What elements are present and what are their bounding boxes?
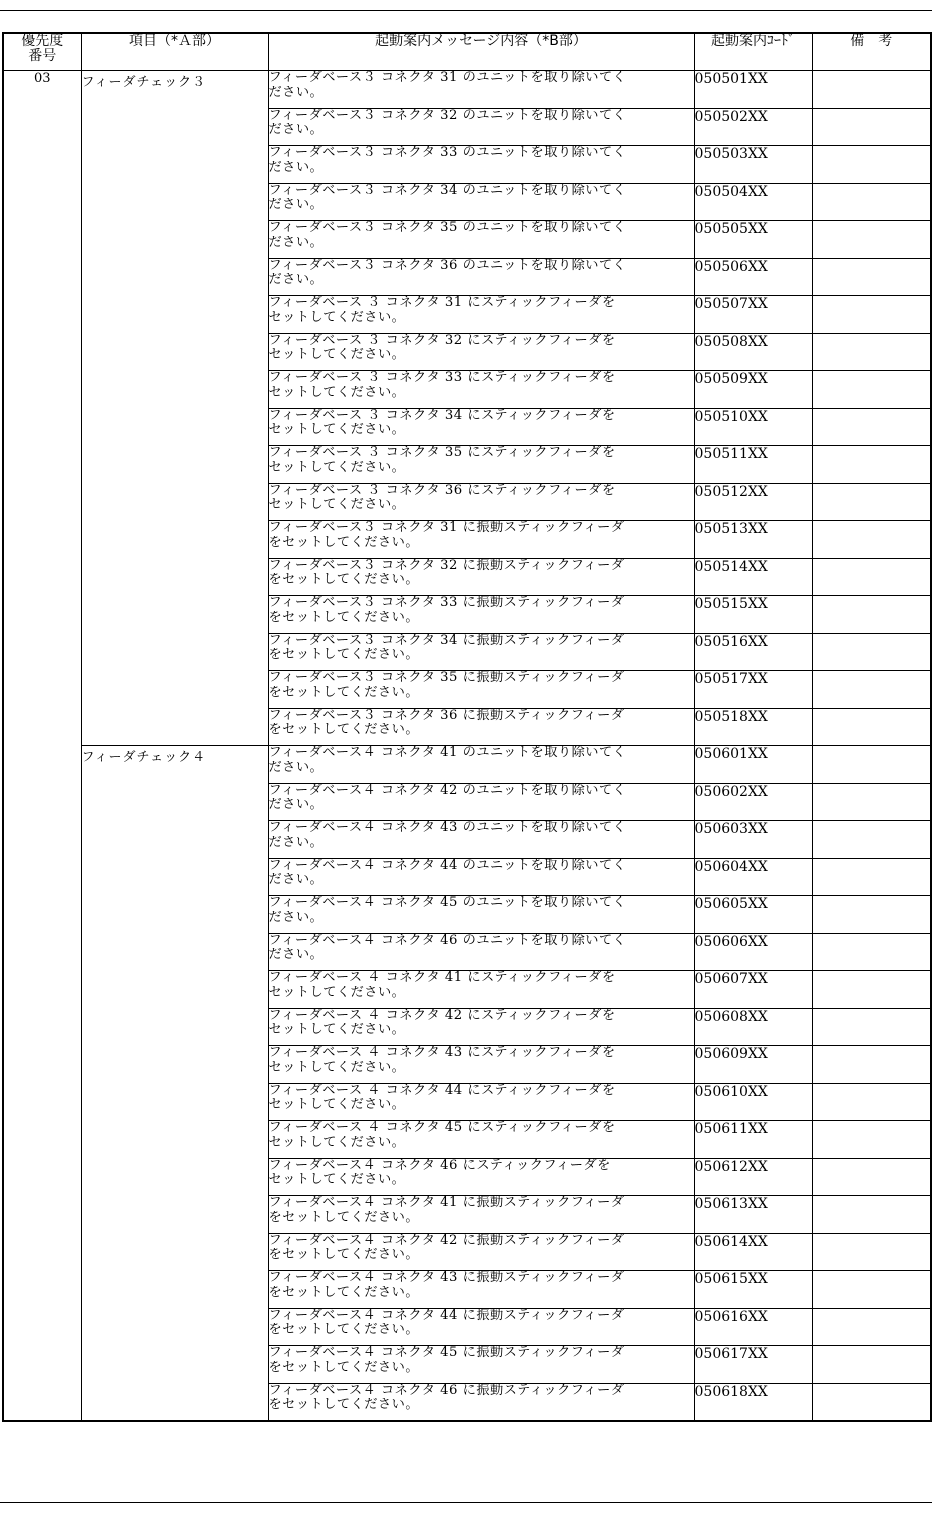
message-line-2: をセットしてください。 (268, 723, 420, 737)
message-line-2: セットしてください。 (268, 498, 406, 512)
message-line-1: フィーダベース３ コネクタ 34 に振動スティックフィーダ (268, 633, 625, 648)
note-cell (812, 933, 931, 971)
message-cell (268, 746, 694, 784)
guide-code: 050612XX (694, 1158, 812, 1196)
note-cell (812, 858, 931, 896)
message-line-2: ださい。 (268, 835, 324, 850)
message-line-2: ださい。 (268, 160, 324, 175)
guide-code: 050510XX (694, 408, 812, 446)
guide-code: 050505XX (694, 221, 812, 259)
message-cell (268, 858, 694, 896)
message-line-2: をセットしてください。 (268, 1398, 420, 1412)
guide-code: 050517XX (694, 671, 812, 709)
message-line-1: フィーダベース４ コネクタ 46 に振動スティックフィーダ (268, 1383, 625, 1398)
guide-code: 050514XX (694, 558, 812, 596)
message-line-1: フィーダベース３ コネクタ 31 のユニットを取り除いてく (268, 71, 627, 85)
message-line-1: フィーダベース ３ コネクタ 34 にスティックフィーダを (268, 408, 616, 423)
message-cell (268, 258, 694, 296)
note-cell (812, 296, 931, 334)
note-cell (812, 221, 931, 259)
message-line-2: をセットしてください。 (268, 1210, 420, 1225)
message-line-1: フィーダベース４ コネクタ 44 のユニットを取り除いてく (268, 858, 627, 873)
guide-code: 050503XX (694, 146, 812, 184)
note-cell (812, 1196, 931, 1234)
message-line-2: ださい。 (268, 910, 324, 925)
message-line-2: セットしてください。 (268, 423, 406, 437)
message-line-2: セットしてください。 (268, 1060, 406, 1075)
message-line-2: ださい。 (268, 760, 324, 775)
message-line-1: フィーダベース ３ コネクタ 33 にスティックフィーダを (268, 371, 616, 385)
message-line-1: フィーダベース ４ コネクタ 41 にスティックフィーダを (268, 971, 616, 985)
message-line-1: フィーダベース３ コネクタ 35 のユニットを取り除いてく (268, 221, 627, 235)
message-line-1: フィーダベース４ コネクタ 45 のユニットを取り除いてく (268, 896, 627, 910)
header-row (3, 33, 931, 71)
header-note: 備 考 (812, 33, 931, 71)
guide-code: 050509XX (694, 371, 812, 409)
note-cell (812, 596, 931, 634)
message-line-2: ださい。 (268, 873, 324, 887)
note-cell (812, 333, 931, 371)
message-line-1: フィーダベース ３ コネクタ 36 にスティックフィーダを (268, 483, 616, 498)
message-cell (268, 1046, 694, 1084)
note-cell (812, 146, 931, 184)
guide-code: 050614XX (694, 1233, 812, 1271)
message-cell (268, 446, 694, 484)
guide-code: 050516XX (694, 633, 812, 671)
message-cell (268, 558, 694, 596)
header-priority (3, 33, 81, 71)
message-line-1: フィーダベース４ コネクタ 46 のユニットを取り除いてく (268, 933, 627, 948)
message-cell (268, 633, 694, 671)
guide-code: 050504XX (694, 183, 812, 221)
message-line-1: フィーダベース ４ コネクタ 44 にスティックフィーダを (268, 1083, 616, 1098)
message-line-1: フィーダベース ３ コネクタ 35 にスティックフィーダを (268, 446, 616, 460)
message-cell (268, 483, 694, 521)
message-line-1: フィーダベース ４ コネクタ 45 にスティックフィーダを (268, 1121, 616, 1135)
note-cell (812, 783, 931, 821)
message-cell (268, 146, 694, 184)
message-cell (268, 671, 694, 709)
guide-code: 050606XX (694, 933, 812, 971)
message-line-1: フィーダベース３ コネクタ 31 に振動スティックフィーダ (268, 521, 625, 535)
guide-code: 050608XX (694, 1008, 812, 1046)
message-line-1: フィーダベース３ コネクタ 36 のユニットを取り除いてく (268, 258, 627, 273)
message-line-2: ださい。 (268, 85, 324, 100)
note-cell (812, 371, 931, 409)
priority-number: 03 (3, 71, 81, 1422)
note-cell (812, 1346, 931, 1384)
table-row (3, 71, 931, 109)
note-cell (812, 708, 931, 746)
note-cell (812, 108, 931, 146)
message-cell (268, 408, 694, 446)
message-line-1: フィーダベース４ コネクタ 42 に振動スティックフィーダ (268, 1233, 625, 1248)
note-cell (812, 1271, 931, 1309)
note-cell (812, 1233, 931, 1271)
note-cell (812, 821, 931, 859)
message-cell (268, 596, 694, 634)
guide-code: 050518XX (694, 708, 812, 746)
message-line-2: セットしてください。 (268, 385, 406, 400)
message-cell (268, 108, 694, 146)
guide-code: 050605XX (694, 896, 812, 934)
note-cell (812, 971, 931, 1009)
message-line-1: フィーダベース３ コネクタ 32 に振動スティックフィーダ (268, 558, 625, 573)
message-cell (268, 183, 694, 221)
note-cell (812, 1008, 931, 1046)
message-line-1: フィーダベース ４ コネクタ 42 にスティックフィーダを (268, 1008, 616, 1023)
note-cell (812, 1158, 931, 1196)
message-line-2: セットしてください。 (268, 1098, 406, 1112)
guide-code: 050609XX (694, 1046, 812, 1084)
message-cell (268, 333, 694, 371)
message-cell (268, 971, 694, 1009)
message-line-2: をセットしてください。 (268, 1285, 420, 1300)
message-line-2: をセットしてください。 (268, 648, 420, 662)
message-cell (268, 896, 694, 934)
message-line-1: フィーダベース４ コネクタ 41 のユニットを取り除いてく (268, 746, 627, 760)
startup-guide-table (2, 32, 932, 1422)
guide-code: 050513XX (694, 521, 812, 559)
message-cell (268, 708, 694, 746)
guide-code: 050506XX (694, 258, 812, 296)
message-line-2: をセットしてください。 (268, 610, 420, 625)
message-line-1: フィーダベース４ コネクタ 42 のユニットを取り除いてく (268, 783, 627, 798)
note-cell (812, 1383, 931, 1421)
guide-code: 050501XX (694, 71, 812, 109)
message-line-2: セットしてください。 (268, 985, 406, 1000)
message-line-1: フィーダベース４ コネクタ 43 に振動スティックフィーダ (268, 1271, 625, 1285)
message-line-1: フィーダベース３ コネクタ 33 のユニットを取り除いてく (268, 146, 627, 160)
note-cell (812, 1121, 931, 1159)
table-row (3, 746, 931, 784)
message-line-2: をセットしてください。 (268, 685, 420, 700)
message-line-2: ださい。 (268, 198, 324, 212)
guide-code: 050604XX (694, 858, 812, 896)
message-line-1: フィーダベース３ コネクタ 34 のユニットを取り除いてく (268, 183, 627, 198)
message-line-2: セットしてください。 (268, 460, 406, 475)
note-cell (812, 633, 931, 671)
guide-code: 050515XX (694, 596, 812, 634)
note-cell (812, 521, 931, 559)
message-line-1: フィーダベース４ コネクタ 44 に振動スティックフィーダ (268, 1308, 625, 1323)
message-line-2: セットしてください。 (268, 1135, 406, 1150)
message-line-1: フィーダベース４ コネクタ 43 のユニットを取り除いてく (268, 821, 627, 835)
message-cell (268, 933, 694, 971)
guide-code: 050508XX (694, 333, 812, 371)
message-cell (268, 1383, 694, 1421)
message-line-2: をセットしてください。 (268, 1248, 420, 1262)
guide-code: 050603XX (694, 821, 812, 859)
message-cell (268, 1121, 694, 1159)
message-line-2: セットしてください。 (268, 1173, 406, 1187)
message-cell (268, 296, 694, 334)
guide-code: 050512XX (694, 483, 812, 521)
message-line-1: フィーダベース３ コネクタ 36 に振動スティックフィーダ (268, 708, 625, 723)
guide-code: 050610XX (694, 1083, 812, 1121)
message-line-2: ださい。 (268, 948, 324, 962)
message-line-2: ださい。 (268, 798, 324, 812)
item-name: フィーダチェック４ (81, 746, 268, 1422)
message-line-1: フィーダベース３ コネクタ 35 に振動スティックフィーダ (268, 671, 625, 685)
message-cell (268, 1346, 694, 1384)
guide-code: 050602XX (694, 783, 812, 821)
message-cell (268, 71, 694, 109)
guide-code: 050617XX (694, 1346, 812, 1384)
message-cell (268, 821, 694, 859)
table-body (3, 71, 931, 1422)
message-line-1: フィーダベース３ コネクタ 33 に振動スティックフィーダ (268, 596, 625, 610)
message-line-1: フィーダベース ３ コネクタ 31 にスティックフィーダを (268, 296, 616, 310)
message-line-1: フィーダベース４ コネクタ 41 に振動スティックフィーダ (268, 1196, 625, 1210)
message-line-2: をセットしてください。 (268, 535, 420, 550)
note-cell (812, 558, 931, 596)
message-line-2: セットしてください。 (268, 348, 406, 362)
header-priority-line2: 番号 (28, 48, 57, 64)
guide-code: 050611XX (694, 1121, 812, 1159)
message-cell (268, 221, 694, 259)
message-cell (268, 1271, 694, 1309)
note-cell (812, 896, 931, 934)
message-line-1: フィーダベース４ コネクタ 46 にスティックフィーダを (268, 1158, 611, 1173)
message-line-2: をセットしてください。 (268, 1360, 420, 1375)
message-cell (268, 1158, 694, 1196)
message-line-2: をセットしてください。 (268, 1323, 420, 1337)
message-cell (268, 783, 694, 821)
note-cell (812, 183, 931, 221)
message-cell (268, 1308, 694, 1346)
top-rule (0, 10, 932, 11)
message-line-1: フィーダベース ３ コネクタ 32 にスティックフィーダを (268, 333, 616, 348)
guide-code: 050507XX (694, 296, 812, 334)
header-message: 起動案内メッセージ内容（*B部） (268, 33, 694, 71)
message-line-2: ださい。 (268, 235, 324, 250)
message-line-2: セットしてください。 (268, 1023, 406, 1037)
item-name: フィーダチェック３ (81, 71, 268, 746)
message-line-2: ださい。 (268, 273, 324, 287)
message-line-2: セットしてください。 (268, 310, 406, 325)
message-line-2: ださい。 (268, 123, 324, 137)
header-item: 項目（*Ａ部） (81, 33, 268, 71)
guide-code: 050616XX (694, 1308, 812, 1346)
guide-code: 050601XX (694, 746, 812, 784)
message-cell (268, 1083, 694, 1121)
note-cell (812, 1308, 931, 1346)
note-cell (812, 746, 931, 784)
note-cell (812, 71, 931, 109)
note-cell (812, 258, 931, 296)
message-line-1: フィーダベース３ コネクタ 32 のユニットを取り除いてく (268, 108, 627, 123)
message-cell (268, 1196, 694, 1234)
guide-code: 050607XX (694, 971, 812, 1009)
guide-code: 050613XX (694, 1196, 812, 1234)
message-cell (268, 1233, 694, 1271)
bottom-rule (0, 1502, 932, 1503)
message-line-1: フィーダベース４ コネクタ 45 に振動スティックフィーダ (268, 1346, 625, 1360)
note-cell (812, 446, 931, 484)
guide-code: 050502XX (694, 108, 812, 146)
message-line-1: フィーダベース ４ コネクタ 43 にスティックフィーダを (268, 1046, 616, 1060)
note-cell (812, 1046, 931, 1084)
message-cell (268, 521, 694, 559)
guide-code: 050615XX (694, 1271, 812, 1309)
note-cell (812, 483, 931, 521)
message-cell (268, 1008, 694, 1046)
header-code: 起動案内ｺｰﾄﾞ (694, 33, 812, 71)
guide-code: 050511XX (694, 446, 812, 484)
note-cell (812, 408, 931, 446)
message-line-2: をセットしてください。 (268, 573, 420, 587)
guide-code: 050618XX (694, 1383, 812, 1421)
note-cell (812, 1083, 931, 1121)
message-cell (268, 371, 694, 409)
note-cell (812, 671, 931, 709)
header-priority-line1: 優先度 (21, 33, 64, 49)
